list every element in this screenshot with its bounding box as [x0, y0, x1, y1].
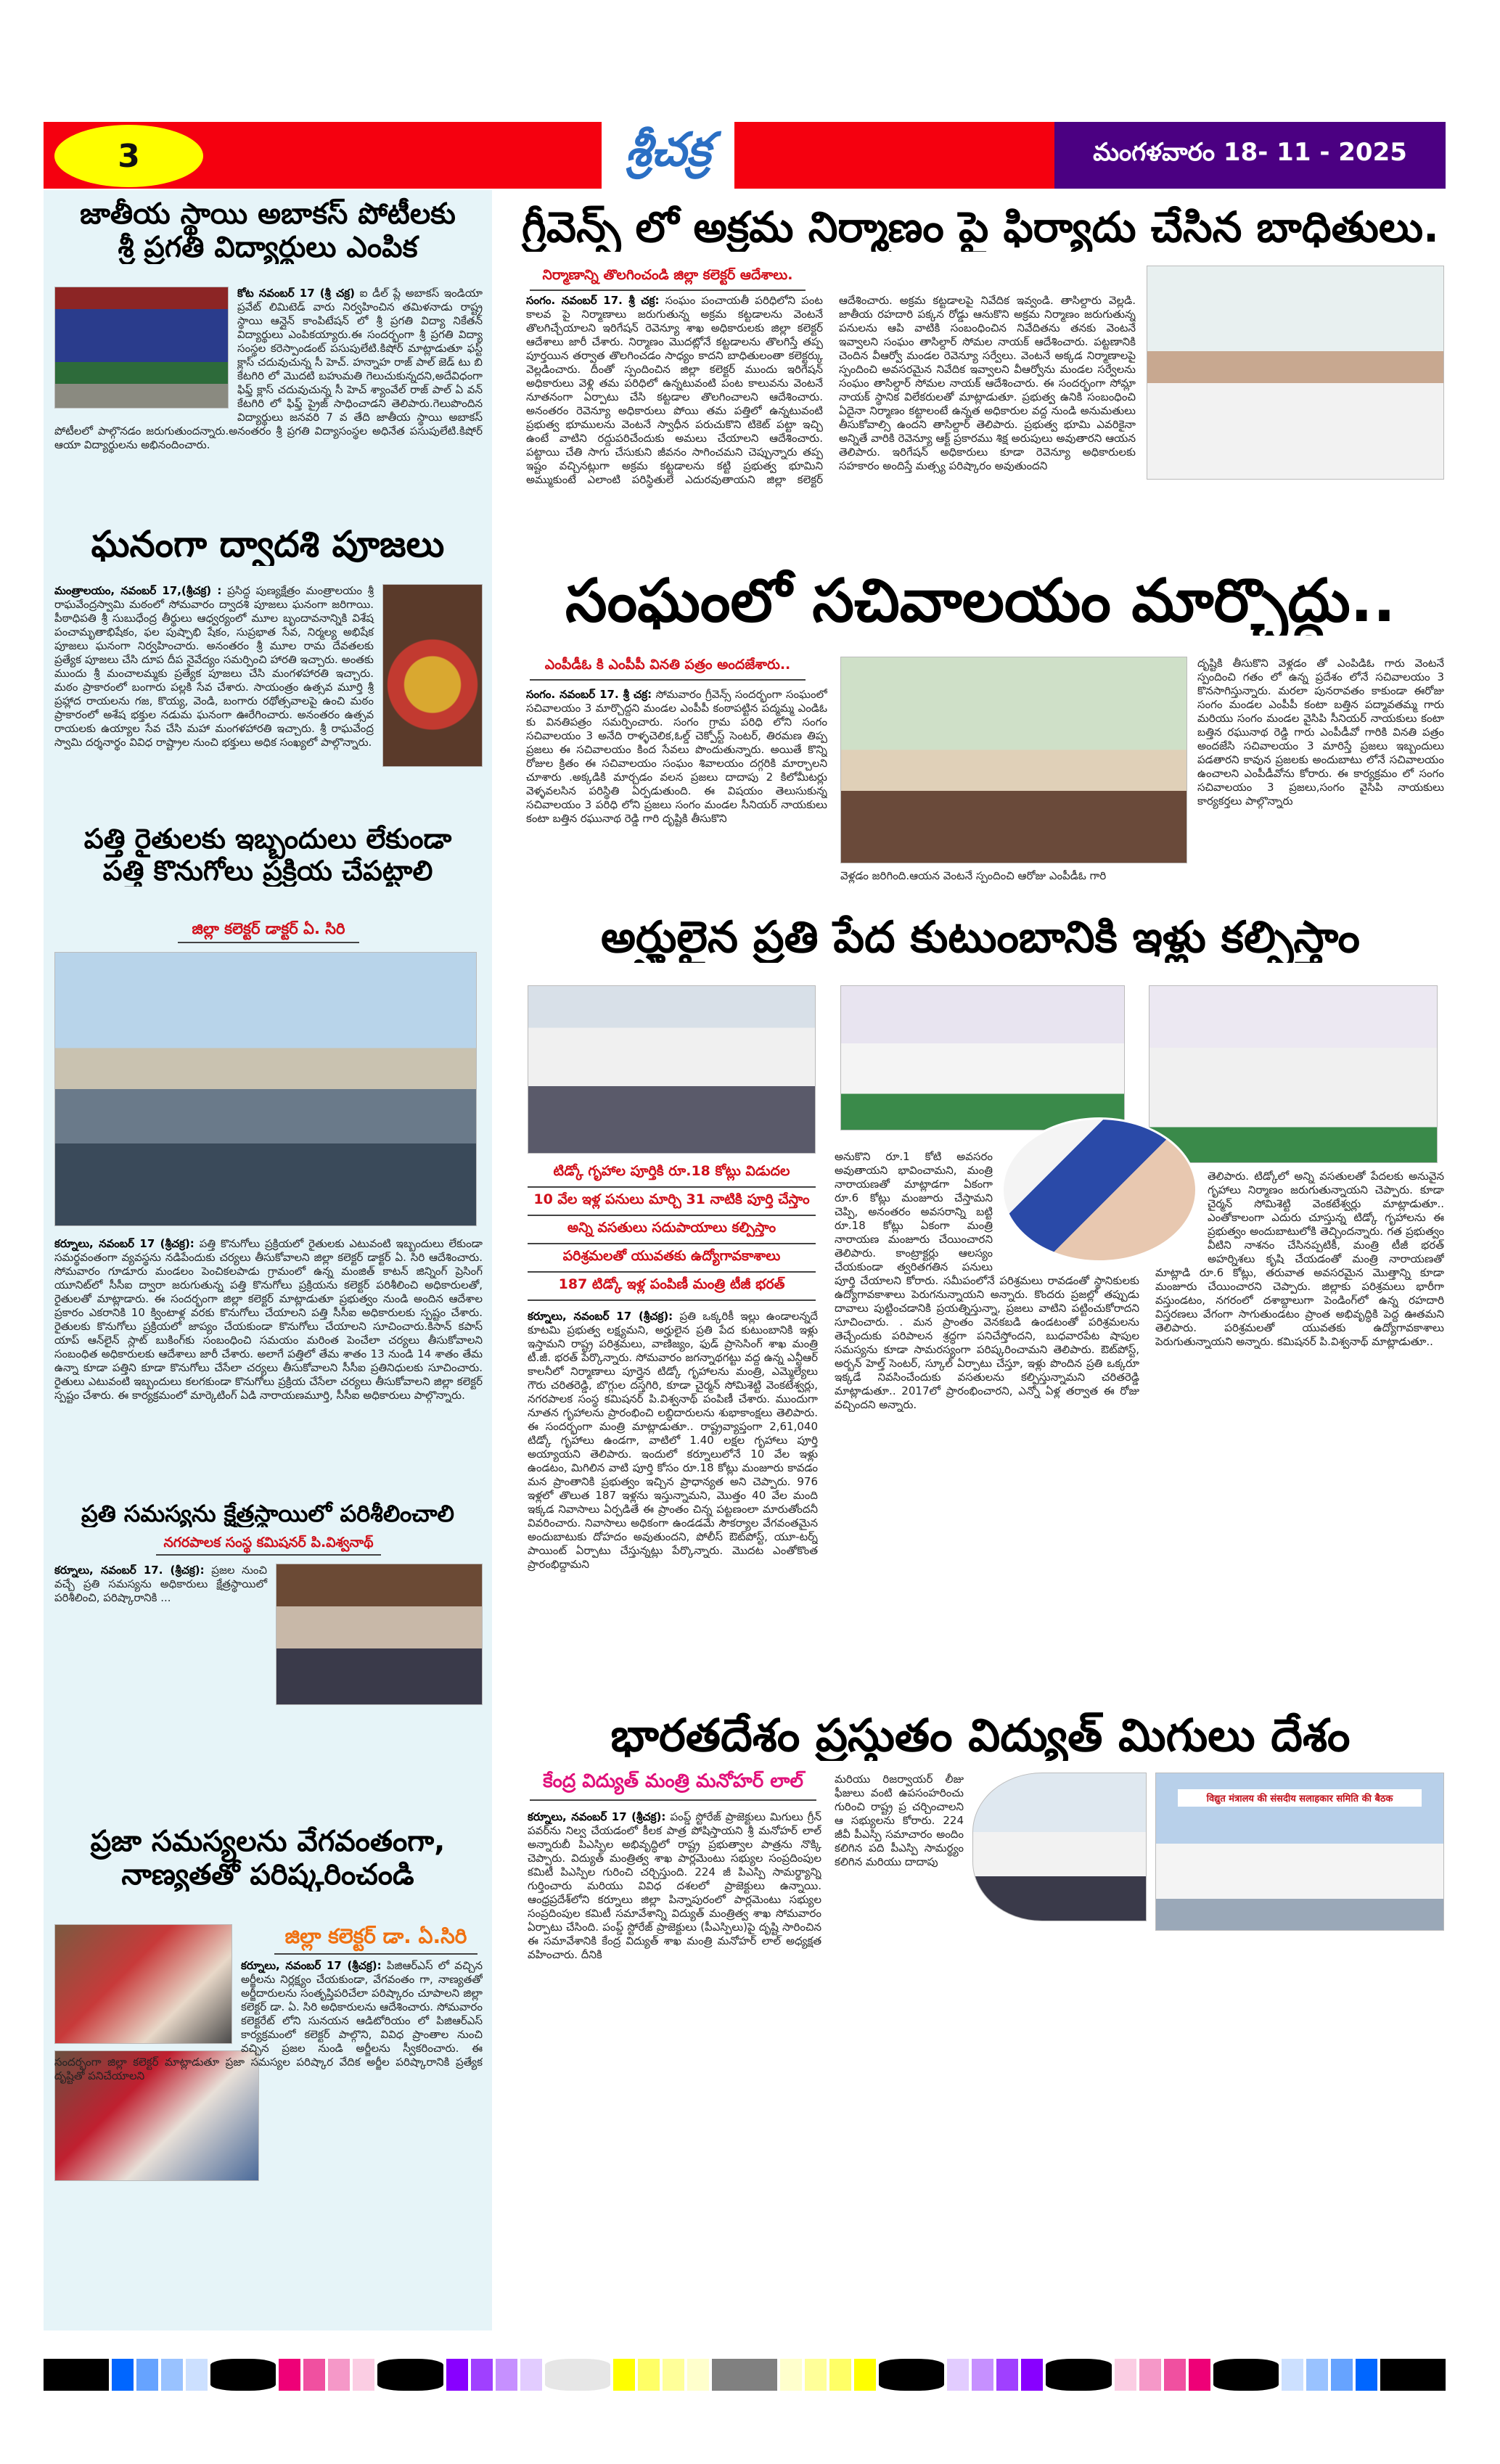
- subhead: పరిశ్రమలతో యువతకు ఉద్యోగావకాశాలు: [528, 1244, 816, 1273]
- photo-power-committee: [972, 1773, 1147, 1921]
- article-text: సోమవారం గ్రీవెన్స్ సందర్భంగా సంఘంలో సచివాలయం 3 మార్చొద్దని మండల ఎంపీపీ కంఠాపట్టిన పద్మమ్మ ఎండిఓ కు వినతిపత్రం సమర్పించారు. సంగం గ్రామ పరిధి లోని సంగం సచివాలయం 3 అనేది రాళ్ళచెలిక,ఓల్డ్ చెక్పోస్ట్ సెంటర్, తిరమణ తిప్ప ప్రజలు ఈ సచివాలయం కింద సేవలు పొందుతున్నారు. అయితే కొన్ని రోజుల క్రితం ఈ సచివాలయం సంఘం శివాలయం దగ్గరికి మార్చాలని చూశారు .అక్కడికి మార్చడం వలన ప్రజలు దాదాపు 2 కిలోమీటర్లు వెళ్ళవలసిన పరిస్థితి ఏర్పడుతుంది. ఈ విషయం తెలుసుకున్న సచివాలయం 3 పరిధి లోని ప్రజలు సంగం మండల సీనియర్ నాయకులు కంటా బత్తిన రఘునాథ రెడ్డి గారి దృష్టికి తీసుకొని: [526, 688, 827, 825]
- color-swatch: [1021, 2359, 1043, 2391]
- color-swatch: [947, 2359, 969, 2391]
- color-swatch: [279, 2359, 300, 2391]
- headline-cotton: [44, 824, 492, 887]
- article-public: [54, 1959, 483, 2322]
- color-swatch: [112, 2359, 134, 2391]
- color-swatch: [1139, 2359, 1161, 2391]
- page-number: 3: [118, 137, 140, 175]
- dateline: కర్నూలు, నవంబర్ 17. (శ్రీచక్ర):: [54, 1564, 205, 1577]
- banner-hindi: विद्युत मंत्रालय की संसदीय सलाहकार समिति की बैठक: [1178, 1789, 1422, 1807]
- photo-mpdo-meeting: [840, 657, 1187, 863]
- photo-cotton-inspection: [54, 952, 477, 1226]
- color-swatch: [687, 2359, 709, 2391]
- subhead: అన్ని వసతులు సదుపాయాలు కల్పిస్తాం: [528, 1216, 816, 1244]
- date-box: [1054, 122, 1446, 189]
- headline-line: పత్తి రైతులకు ఇబ్బందులు లేకుండా: [83, 824, 452, 855]
- color-swatch: [471, 2359, 493, 2391]
- article-housing-col2: [835, 1150, 1139, 1705]
- byline-field: నగరపాలక సంస్థ కమిషనర్ పి.విశ్వనాథ్: [156, 1535, 381, 1556]
- color-swatch: [879, 2359, 944, 2391]
- housing-subheads: [528, 1159, 816, 1301]
- article-field: [54, 1564, 483, 1818]
- color-swatch: [1046, 2359, 1111, 2391]
- color-swatch: [520, 2359, 542, 2391]
- dateline: కోట నవంబర్ 17 (శ్రీ చక్ర): [237, 287, 355, 300]
- article-text: ప్రసిద్ధ పుణ్యక్షేత్రం మంత్రాలయం శ్రీ రాఘవేంద్రస్వామి మఠంలో సోమవారం ద్వాదశి పూజలు ఘనంగా జరిగాయి. పీఠాధిపతి శ్రీ సుబుధేంద్ర తీర్థులు ఆధ్వర్యంలో మూల బృందావనాన్నికి విశేష పంచామృతాభిషేకం, ఫల పుష్పాభి షేకం, సుప్రభాత సేవ, నిర్మల్య అభిషేక పూజలు ఘనంగా నిర్వహించారు. అనంతరం శ్రీ మూల రామ దేవతలకు ప్రత్యేక పూజలు చేసి దూప దీప నైవేద్యం సమర్పించి హారతి ఇచ్చారు. అంతకు ముందు శ్రీ మంచాలమ్మకు ప్రత్యేక పూజలు చేసి మంగళహారతి ఇచ్చారు. మఠం ప్రాకారంలో బంగారు పల్లకి సేవ చేశారు. సాయంత్రం ఉత్సవ మూర్తి శ్రీ ప్రహ్లాద రాయలను గజ, కొయ్య, వెండి, బంగారు రథోత్సవాలపై ఉంచి మఠం ప్రాకారంలో అశేష భక్తుల నడుమ ఘనంగా ఊరేగించారు. అనంతరం ఉత్సవ రాయలకు ఉయ్యాల సేవ చేసి మహా మంగళహారతి ఇచ్చారు. శ్రీ రాఘవేంద్ర స్వామి దర్శనార్థం వివిధ రాష్ట్రాల నుంచి భక్తులు అధిక సంఖ్యలో పాల్గొన్నారు.: [54, 584, 374, 749]
- headline-line: జాతీయ స్థాయి అబాకస్ పోటీలకు: [80, 197, 456, 231]
- headline-line: నాణ్యతతో పరిష్కరించండి: [121, 1858, 414, 1892]
- article-housing-col1: [528, 1310, 818, 1705]
- headline-sachivalayam: సంఘంలో సచివాలయం మార్చొద్దు..: [565, 567, 1396, 636]
- article-text: పిజిఆర్ఎస్ లో వచ్చిన అర్జీలను నిర్లక్ష్యం చేయకుండా, వేగవంతం గా, నాణ్యతతో అర్జీదారులను సంతృప్తిపరిచేలా పరిష్కారం చూపాలని జిల్లా కలెక్టర్ డా. ఏ. సిరి అధికారులను ఆదేశించారు. సోమవారం కలెక్టరేట్ లోని సునయన ఆడిటోరియం లో పిజిఆర్ఎస్ కార్యక్రమంలో కలెక్టర్ పాల్గొని, వివిధ ప్రాంతాల నుంచి వచ్చిన ప్రజల నుండి అర్జీలను స్వీకరించారు. ఈ సందర్భంగా జిల్లా కలెక్టర్ మాట్లాడుతూ ప్రజా సమస్యల పరిష్కార వేదిక అర్జీల పరిష్కారానికి ప్రత్యేక దృష్టితో పనిచేయాలని: [54, 1959, 483, 2082]
- color-swatch: [613, 2359, 635, 2391]
- article-cotton: [54, 1237, 483, 1495]
- photo-tahsildar: [1147, 266, 1444, 480]
- color-swatch: [638, 2359, 660, 2391]
- photo-commissioner-meeting: [276, 1564, 483, 1705]
- article-text: ప్రతి ఒక్కరికీ ఇల్లు ఉండాలన్నదే కూటమి ప్రభుత్వ లక్ష్యమని, అర్హులైన ప్రతి పేద కుటుంబానికి ఇళ్లు ఇస్తామని రాష్ట్ర పరిశ్రమలు, వాణిజ్యం, ఫుడ్ ప్రాసెసింగ్ శాఖ మంత్రి టీ.జీ. భరత్ పేర్కొన్నారు. సోమవారం జగన్నాథగట్టు వద్ద ఉన్న ఎన్టీఆర్ కాలనీలో నిర్మాణాలు పూర్తైన టిడ్కో గృహాలను మంత్రి, ఎమ్మెల్యేలు గౌరు చరితరెడ్డి, బొగ్గుల దస్తగిరి, కూడా చైర్మన్ సోమిశెట్టి వెంకటేశ్వర్లు, నగరపాలక సంస్థ కమిషనర్ పి.విశ్వనాథ్ పంపిణీ చేశారు. ముందుగా నూతన గృహాలను ప్రారంభించి లబ్ధిదారులను శుభాకాంక్షలు తెలిపారు. ఈ సందర్భంగా మంత్రి మాట్లాడుతూ.. రాష్ట్రవ్యాప్తంగా 2,61,040 టిడ్కో గృహాలు ఉండగా, వాటిలో 1.40 లక్షల గృహాలు పూర్తి అయ్యాయని తెలిపారు. ఇందులో కర్నూలులోనే 10 వేల ఇళ్లు ఉండటం, మిగిలిన వాటి పూర్తి కోసం రూ.18 కోట్లు మంజూరు కావడం మన ప్రాంతానికి ప్రభుత్వం ఇచ్చిన ప్రాధాన్యత అని చెప్పారు. 976 ఇళ్లలో తొలుత 187 ఇళ్లను ఇస్తున్నామని, మొత్తం 40 వేల మంది ఇక్కడ నివాసాలు ఏర్పడితే ఈ ప్రాంతం చిన్న పట్టణంలా మారుతోందనీ వివరించారు. నివాసాలు అధికంగా ఉండడమే సౌకర్యాల వేగవంతమైన అందుబాటుకు దోహదం అవుతుందని, పోలీస్ ఔట్‌పోస్ట్, యూ-టర్న్ పాయింట్ ఏర్పాటు చేస్తున్నట్లు పేర్కొన్నారు. మొదట ఎంతోకొంత ప్రారంభిద్దామని: [528, 1310, 818, 1571]
- article-abacus: [54, 287, 483, 519]
- headline-public-problems: [44, 1825, 492, 1892]
- headline-field-inspection: ప్రతి సమస్యను క్షేత్రస్థాయిలో పరిశీలించాలి: [81, 1500, 454, 1527]
- color-swatch: [1213, 2359, 1279, 2391]
- color-swatch: [663, 2359, 684, 2391]
- color-swatch: [1115, 2359, 1136, 2391]
- color-swatch: [1380, 2359, 1446, 2391]
- issue-date: మంగళవారం 18- 11 - 2025: [1093, 138, 1407, 167]
- article-text: మరియు రిజర్వాయర్ లీజు ఫీజులు వంటి ఉపసంహరించు గురించి రాష్ట్ర ప్ర చర్చించాలని ఆ సభ్యులను కోరారు. 224 జీవీ పీఎస్పి సమాచారం అందిం కలిగిన పది పీఎస్పి సామర్థ్యం కలిగిన మరియు దాదాపు: [835, 1773, 964, 1868]
- subhead: 187 టిడ్కో ఇళ్ల పంపిణీ మంత్రి టీజీ భరత్: [528, 1273, 816, 1301]
- headline-line: పత్తి కొనుగోలు ప్రక్రియ చేపట్టాలి: [102, 854, 433, 887]
- article-text: పత్తి కొనుగోలు ప్రక్రియలో రైతులకు ఎటువంటి ఇబ్బందులు లేకుండా సమర్థవంతంగా వ్యవస్థను నడిపేందుకు చర్యలు తీసుకోవాలని జిల్లా కలెక్టర్ డాక్టర్ ఏ. సిరి ఆదేశించారు. సోమవారం గూడూరు మండలం పెంచికలపాడు గ్రామంలో ఉన్న మంజిత్ కాటన్ జిన్నింగ్ ప్రెసింగ్ యూనిట్‌లో సీసీఐ ద్వారా జరుగుతున్న పత్తి కొనుగోలు ప్రక్రియను కలెక్టర్ పరిశీలించి అధికారులతో, రైతులతో మాట్లాడారు. ఈ సందర్భంగా జిల్లా కలెక్టర్ మాట్లాడుతూ ప్రభుత్వం నుండి అందిన ఆదేశాల ప్రకారం ఎకరానికి 10 క్వింటాళ్ల వరకు కొనుగోలు చేయాలని పత్తి సీసీఐ అధికారులకు స్పష్టం చేశారు. రైతులకు కొనుగోలు ప్రక్రియలో జాప్యం చేయకుండా కొనుగోలు చేయాలని సూచించారు.కిసాన్ కపాస్ యాప్ ఆన్‌లైన్ స్లాట్ బుకింగ్‌కు సంబంధించి సమయం మరింత పెంచేలా చర్యలు తీసుకోవాలని సంబంధిత అధికారులకు ఆదేశాలు జారీ చేశారు. అలాగే పత్తిలో తేమ శాతం 13 నుండి 14 శాతం తేమ ఉన్నా కూడా పత్తిని కూడా కొనుగోలు చేసేలా చర్యలు తీసుకోవాలని సీసీఐ ప్రతినిధులకు సూచించారు. రైతులు ఎటువంటి ఇబ్బందులు కలగకుండా కొనుగోలు ప్రక్రియ చేసేలా చర్యలు తీసుకోవాలని జిల్లా కలెక్టర్ స్పష్టం చేశారు. ఈ కార్యక్రమంలో మార్కెటింగ్ ఏడి నారాయణమూర్తి, సీసీఐ అధికారులు పాల్గొన్నారు.: [54, 1237, 483, 1402]
- caption-sachivalayam: వెళ్లడం జరిగింది.ఆయన వెంటనే స్పందించి ఆరోజు ఎంపీడీఓ గారి: [840, 869, 1107, 882]
- dateline: కర్నూలు, నవంబర్ 17 (శ్రీచక్ర):: [54, 1237, 194, 1250]
- photo-minister-speech: [840, 985, 1125, 1130]
- dateline: కర్నూలు, నవంబర్ 17 (శ్రీచక్ర):: [241, 1959, 382, 1972]
- headline-power: భారతదేశం ప్రస్తుతం విద్యుత్ మిగులు దేశం: [610, 1709, 1351, 1762]
- byline-cotton: జిల్లా కలెక్టర్ డాక్టర్ ఏ. సిరి: [178, 920, 359, 943]
- color-swatch: [353, 2359, 374, 2391]
- article-text: తెలిపారు. టిడ్కోలో అన్ని వసతులతో పేదలకు అనువైన గృహాలు నిర్మాణం జరుగుతున్నాయని చెప్పారు. కూడా చైర్మన్ సోమిశెట్టి వెంకటేశ్వర్లు మాట్లాడుతూ.. ఎంతోకాలంగా ఎదురు చూస్తున్న టిడ్కో గృహాలను ఈ ప్రభుత్వం అందుబాటులోకి తెచ్చిందన్నారు. గత ప్రభుత్వం వీటిని నాశనం చేసినప్పటికీ, మంత్రి టీజీ భరత్ అహర్నిశలు కృషి చేయడంతో మంత్రి నారాయణతో మాట్లాడి రూ.6 కోట్లు, తరువాత అవసరమైన మొత్తాన్ని కూడా మంజూరు చేయించారని చెప్పారు. జిల్లాకు పరిశ్రమలు భారీగా వస్తుండటం, నగరంలో దశాబ్దాలుగా పెండింగ్‌లో ఉన్న రహదారి విస్తరణలు వేగంగా సాగుతుండటం ప్రాంత అభివృద్ధికి పెద్ద ఊతమని తెలిపారు. పరిశ్రమలతో యువతకు ఉద్యోగావకాశాలు పెరుగుతున్నాయని అన్నారు. కమిషనర్ పి.విశ్వనాథ్ మాట్లాడుతూ..: [1155, 1170, 1444, 1348]
- photo-crowd: [528, 985, 816, 1154]
- article-sachivalayam-col1: [526, 688, 827, 898]
- color-swatch: [780, 2359, 802, 2391]
- article-grievance: [526, 294, 1136, 541]
- article-housing-col3: [1155, 1170, 1444, 1705]
- color-swatch: [1189, 2359, 1210, 2391]
- color-swatch: [1331, 2359, 1353, 2391]
- photo-temple: [382, 584, 483, 767]
- subhead-power: కేంద్ర విద్యుత్ మంత్రి మనోహర్ లాల్: [530, 1770, 816, 1801]
- color-swatch: [1282, 2359, 1303, 2391]
- color-swatch: [303, 2359, 325, 2391]
- color-swatch: [972, 2359, 993, 2391]
- color-swatch: [805, 2359, 827, 2391]
- color-swatch: [854, 2359, 876, 2391]
- dateline: సంగం. నవంబర్ 17. శ్రీ చక్ర:: [526, 688, 652, 701]
- color-swatch: [1306, 2359, 1328, 2391]
- color-swatch: [44, 2359, 109, 2391]
- article-text: పంప్డ్ స్టోరేజ్ ప్రాజెక్టులు మిగులు గ్రీన్ పవర్‌ను నిల్వ చేయడంలో కీలక పాత్ర పోషిస్తాయని శ్రీ మనోహర్ లాల్ అన్నారుబీ పిఎస్పిల అభివృద్ధిలో రాష్ట్ర ప్రభుత్వాల పాత్రను నొక్కి చెప్పారు. విద్యుత్ మంత్రిత్వ శాఖ పార్లమెంటు సభ్యుల సంప్రదింపుల కమిటీ పిఎస్పిల గురించి చర్చిస్తుంది. 224 జీ పిఎస్పి సామర్థ్యాన్ని గుర్తించారు మరియు వివిధ దశలలో ప్రాజెక్టులు ఉన్నాయి. ఆంధ్రప్రదేశ్‌లోని కర్నూలు జిల్లా పిన్నాపురంలో పార్లమెంటు సభ్యుల సంప్రదింపుల కమిటీ సమావేశాన్ని విద్యుత్ మంత్రిత్వ శాఖ సోమవారం ఏర్పాటు చేసింది. పంప్డ్ స్టోరేజ్ ప్రాజెక్టులు (పీఎస్పిలు)పై దృష్టి సారించిన ఈ సమావేశానికి కేంద్ర విద్యుత్ శాఖ మంత్రి మనోహర్ లాల్ అధ్యక్షత వహించారు. దీనికి: [528, 1810, 821, 1961]
- subhead-sachivalayam: ఎంపీడీఓ కి ఎంపీపీ వినతి పత్రం అందజేశారు..: [530, 657, 806, 681]
- article-text: అనుకొని రూ.1 కోటి అవసరం అవుతాయని భావించామని, మంత్రి నారాయణతో మాట్లాడగా ఏకంగా రూ.6 కోట్లు మంజూరు చేస్తామని చెప్పి, అనంతరం అవసరాన్ని బట్టి రూ.18 కోట్లు ఏకంగా మంత్రి నారాయణ మంజూరు చేయించారని తెలిపారు. కాంట్రాక్టర్లు ఆలస్యం చేయకుండా త్వరితగతిన పనులు పూర్తి చేయాలని కోరారు. సమీపంలోనే పరిశ్రమలు రావడంతో స్థానికులకు ఉద్యోగావకాశాలు పెరుగనున్నాయని అన్నారు. కొందరు ప్రజల్లో తప్పుడు దావాలు పుట్టించడానికి ప్రయత్నిస్తున్నా, ప్రజలు వాటిని పట్టించుకోరాదని సూచించారు. . మన ప్రాంతం వెనకబడి ఉండటంతో పరిశ్రమలను తెచ్చేందుకు పరిపాలన శ్రద్ధగా పనిచేస్తోందని, బుధవారపేట షాపుల సమస్యను కూడా సామరస్యంగా పరిష్కరించామని తెలిపారు. ఔట్‌పోస్ట్, అర్బన్ హెల్త్ సెంటర్, స్కూల్ ఏర్పాటు చేస్తూ, ఇళ్లు పొందిన ప్రతి ఒక్కరూ ఇక్కడే నివసించేందుకు వసతులను కల్పిస్తున్నామని చరితరెడ్డి మాట్లాడుతూ.. 2017లో ప్రారంభించారని, ఎన్నో ఏళ్ల తర్వాత ఈ రోజు వచ్చిందని అన్నారు.: [835, 1150, 1139, 1411]
- article-dwadashi: [54, 584, 483, 816]
- dateline: కర్నూలు, నవంబర్ 17 (శ్రీచక్ర):: [528, 1310, 673, 1323]
- page-number-badge: [54, 125, 203, 187]
- dateline: సంగం. నవంబర్ 17. శ్రీ చక్ర:: [526, 294, 660, 307]
- subhead-grievance: నిర్మాణాన్ని తొలగించండి జిల్లా కలెక్టర్ ఆదేశాలు.: [530, 267, 806, 291]
- logo: [602, 116, 734, 194]
- color-swatch: [712, 2359, 777, 2391]
- photo-spacer: [54, 1959, 232, 2046]
- headline-line: శ్రీ ప్రగతి విద్యార్థులు ఎంపిక: [118, 231, 418, 264]
- color-swatch: [545, 2359, 610, 2391]
- article-power-col2: [835, 1773, 1147, 2322]
- color-swatch: [1164, 2359, 1186, 2391]
- color-swatch: [377, 2359, 443, 2391]
- circle-spacer: [1155, 1170, 1199, 1249]
- photo-power-meeting: [1155, 1773, 1444, 1931]
- color-swatch: [161, 2359, 183, 2391]
- registration-color-bar: [44, 2359, 1446, 2391]
- photo-students: [54, 287, 229, 408]
- color-swatch: [446, 2359, 468, 2391]
- photo-house-handover: [1149, 985, 1438, 1163]
- dateline: మంత్రాలయం, నవంబర్ 17,(శ్రీచక్ర) :: [54, 584, 222, 597]
- color-swatch: [1356, 2359, 1377, 2391]
- article-text: ఐ డీల్ ప్లే అబాకస్ ఇండియా ప్రవేట్ లిమిటెడ్ వారు నిర్వహించిన తమిళనాడు రాష్ట్ర స్థాయి ఆన్లైన్ కాంపిటేషన్ లో శ్రీ ప్రగతి విద్యా నికేతన్ విద్యార్థులు ఎంపికయ్యారు.ఈ సందర్భంగా శ్రీ ప్రగతి విద్యా సంస్థల కరెస్పాండంట్ పసుపులేటి.కిషోర్ మాట్లాడుతూ ఫస్ట్ క్లాస్ చదువుచున్న సీ హెచ్. హన్నాహ రాజ్ పాల్ జెడ్ టు బి కేటగిరి లో మొదటి బహుమతి గెలుచుకున్నదని,అదేవిధంగా ఫిఫ్త్ క్లాస్ చదువుచున్న సీ హెచ్ శ్యాంవేల్ రాజ్ పాల్ ఏ వన్ కేటగిరి లో ఫిఫ్త్ ప్రైజ్ సాధించాడని తెలిపారు.గెలుపొందిన విద్యార్థులు జనవరి 7 వ తేది జాతీయ స్థాయి అబాకస్ పోటీలలో పాల్గొనడం జరుగుతుందన్నారు.అనంతరం శ్రీ ప్రగతి విద్యాసంస్థల అధినేత పసుపులేటి.కిషోర్ ఆయా విద్యార్థులను అభినందించారు.: [54, 287, 483, 451]
- byline-public: జిల్లా కలెక్టర్ డా. ఏ.సిరి: [274, 1924, 478, 1955]
- headline-abacus: [44, 197, 492, 264]
- headline-housing: అర్హులైన ప్రతి పేద కుటుంబానికి ఇళ్లు కల్పిస్తాం: [601, 913, 1360, 963]
- article-power-col1: [528, 1810, 821, 2322]
- dateline: కర్నూలు, నవంబర్ 17 (శ్రీచక్ర):: [528, 1810, 666, 1823]
- subhead: టిడ్కో గృహాల పూర్తికి రూ.18 కోట్లు విడుదల: [528, 1159, 816, 1188]
- article-sachivalayam-col2: దృష్టికి తీసుకొని వెళ్లడం తో ఎంపిడిఓ గారు వెంటనే స్పందించి గతం లో ఉన్న ప్రదేశం లోనే సచివాలయం 3 కొనసాగిస్తున్నారు. మరలా పునరావతం కాకుండా ఈరోజు సంగం మండల ఎంపీపీ కంటా బత్తిన పద్మావతమ్మ గారు మరియు సంగం మండల వైసిపి సీనియర్ నాయకులు కంటా బత్తిన రఘునాథ రెడ్డి గారు ఎంపీడీవో గారికి వినతి పత్రం అందజేసి సచివాలయం 3 మారిస్తే ప్రజలు ఇబ్బందులు పడతారని కావున ప్రజలకు అందుబాటు లోనే సచివాలయం ఉంచాలని ఎంపీడీవోను కోరారు. ఈ కార్యక్రమం లో సంగం సచివాలయం 3 ప్రజలు,సంగం వైసిపి నాయకులు కార్యకర్తలు పాల్గొన్నారు: [1197, 657, 1444, 808]
- color-swatch: [136, 2359, 158, 2391]
- circle-spacer: [1001, 1150, 1139, 1259]
- headline-grievance: గ్రీవెన్స్ లో అక్రమ నిర్మాణం పై ఫిర్యాదు చేసిన బాధితులు.: [521, 203, 1440, 252]
- headline-line: ప్రజా సమస్యలను వేగవంతంగా,: [90, 1825, 446, 1858]
- color-swatch: [186, 2359, 208, 2391]
- color-swatch: [996, 2359, 1018, 2391]
- color-swatch: [210, 2359, 276, 2391]
- article-text: సంఘం పంచాయతీ పరిధిలోని పంట కాలవ పై నిర్మాణాలు జరుగుతున్న అక్రమ కట్టడాలను వెంటనే తొలగిచ్చేయాలని ఇరిగేషన్ రెవెన్యూ శాఖ అధికారులకు జిల్లా కలెక్టర్ ఆదేశాలు జారీ చేశారు. నిర్మాణం మొదట్లోనే కట్టడాలను తొలగిస్తే తప్ప పూర్తయిన తర్వాత తొలగించడం సాధ్యం కాదని బాధితులంతా కలెక్టర్కు వెల్లడించారు. దీంతో స్పందించిన జిల్లా కలెక్టర్ ముందు ఇరిగేషన్ అధికారులు వెళ్లి తమ పరిధిలో ఉన్నటువంటి పంట కాలువను వెంటనే నూతనంగా ఏర్పాటు చేసి కట్టడాల తొలగించాలని ఆదేశించారు. అనంతరం రెవెన్యూ అధికారులు పోయి తమ పత్తిలో ఉన్నటువంటి ప్రభుత్వ భూములను వెంటనే స్వాధీన పరుచుకొని టికెట్ పట్టా ఇచ్చి ఉంటే వాటిని రద్దుపరిచేందుకు అమలు చేయాలని ఆదేశించారు. పట్టాయి చేతి సాగు చేసుకుని జీవనం సాగించమని చెప్పున్నారు తప్ప ఇష్టం వచ్చినట్లుగా అక్రమ కట్టడాలను కట్టి ప్రభుత్వ భూమిని అమ్ముకుంటే ఎలాంటి పరిస్థితులే ఎదురవుతాయని జిల్లా కలెక్టర్ ఆదేశించారు. అక్రమ కట్టడాలపై నివేదిక ఇవ్వండి. తాసిల్దారు వెల్లడి. జాతీయ రహదారి పక్కన రోడ్డు ఆనుకొని అక్రమ నిర్మాణం జరుగుతున్న పనులను ఆపి వాటికి సంబంధించిన నివేదితను తనకు వెంటనే ఇవ్వాలని సంఘం తాసిల్దార్ సోమల నాయక్ ఆదేశించారు. పట్టణానికి చెందిన వీఆర్వో మండల రెవెన్యూ సర్వేలు. వెంటనే అక్కడ నిర్మాణాలపై స్పందించి అవసరమైన నివేదిక ఇవ్వాలని వీఆర్వోను మండల సర్వేలను సంఘం తాసిల్దార్ సోమల నాయక్ ఆదేశించారు. ఈ సందర్భంగా సోమ్లా నాయక్ స్థానిక విలేకరులతో మాట్లాడుతూ. ప్రభుత్వ ఉనికి సంబంధించి ఏదైనా నిర్మాణం కట్టాలంటే ఉన్నత అధికారుల వద్ద నుండి అనుమతులు తీసుకోవాల్సి ఉందని తాసిల్దార్ తెలిపారు. ప్రభుత్వ భూమి ఎవరికైనా అన్నితే వారికి రెవెన్యూ ఆక్ట్ ప్రకారము శిక్ష అరుపులు అవుతారని ఆయన తెలిపారు. ఇరిగేషన్ అధికారులు కూడా రెవెన్యూ అధికారులకు సహకారం అందిస్తే మత్స్య పరిష్కారం అవుతుందని: [526, 294, 1136, 486]
- article-text: ప్రజల నుంచి వచ్చే ప్రతి సమస్యను అధికారులు క్షేత్రస్థాయిలో పరిశీలించి, పరిష్కారానికి ...: [54, 1564, 267, 1604]
- color-swatch: [829, 2359, 851, 2391]
- color-swatch: [496, 2359, 517, 2391]
- logo-text: శ్రీచక్ర: [625, 123, 711, 177]
- headline-dwadashi: ఘనంగా ద్వాదశి పూజలు: [91, 524, 445, 565]
- color-swatch: [328, 2359, 350, 2391]
- subhead: 10 వేల ఇళ్ల పనులు మార్చి 31 నాటికి పూర్తి చేస్తాం: [528, 1188, 816, 1216]
